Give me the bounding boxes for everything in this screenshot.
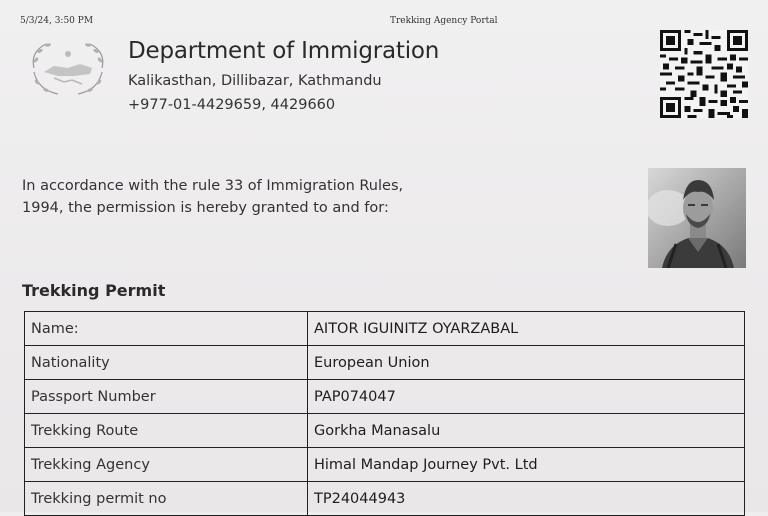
row-label-passport-number: Passport Number bbox=[25, 380, 308, 414]
qr-code-icon bbox=[660, 30, 748, 118]
table-row bbox=[25, 312, 745, 346]
table-row bbox=[25, 414, 745, 448]
department-address: Kalikasthan, Dillibazar, Kathmandu bbox=[128, 73, 382, 89]
nepal-emblem-icon bbox=[24, 38, 112, 100]
row-value-trekking-route: Gorkha Manasalu bbox=[308, 414, 745, 448]
row-label-nationality: Nationality bbox=[25, 346, 308, 380]
department-phone: +977-01-4429659, 4429660 bbox=[128, 97, 336, 113]
portal-name: Trekking Agency Portal bbox=[390, 16, 498, 26]
section-title-trekking-permit: Trekking Permit bbox=[22, 281, 166, 300]
table-row bbox=[25, 482, 745, 516]
row-value-name: AITOR IGUINITZ OYARZABAL bbox=[308, 312, 745, 346]
department-title: Department of Immigration bbox=[128, 38, 440, 64]
applicant-photo bbox=[648, 168, 746, 268]
row-value-passport-number: PAP074047 bbox=[308, 380, 745, 414]
print-datetime: 5/3/24, 3:50 PM bbox=[20, 16, 94, 26]
statement-line-1: In accordance with the rule 33 of Immigration Rules, bbox=[22, 178, 404, 194]
permission-statement bbox=[22, 175, 442, 219]
table-row bbox=[25, 346, 745, 380]
row-label-permit-number: Trekking permit no bbox=[25, 482, 308, 516]
permit-details-table bbox=[24, 311, 745, 516]
row-value-permit-number: TP24044943 bbox=[308, 482, 745, 516]
row-label-trekking-agency: Trekking Agency bbox=[25, 448, 308, 482]
row-label-name: Name: bbox=[25, 312, 308, 346]
table-row bbox=[25, 448, 745, 482]
row-value-trekking-agency: Himal Mandap Journey Pvt. Ltd bbox=[308, 448, 745, 482]
row-label-trekking-route: Trekking Route bbox=[25, 414, 308, 448]
row-value-nationality: European Union bbox=[308, 346, 745, 380]
statement-line-2: 1994, the permission is hereby granted to and for: bbox=[22, 200, 389, 216]
table-row bbox=[25, 380, 745, 414]
